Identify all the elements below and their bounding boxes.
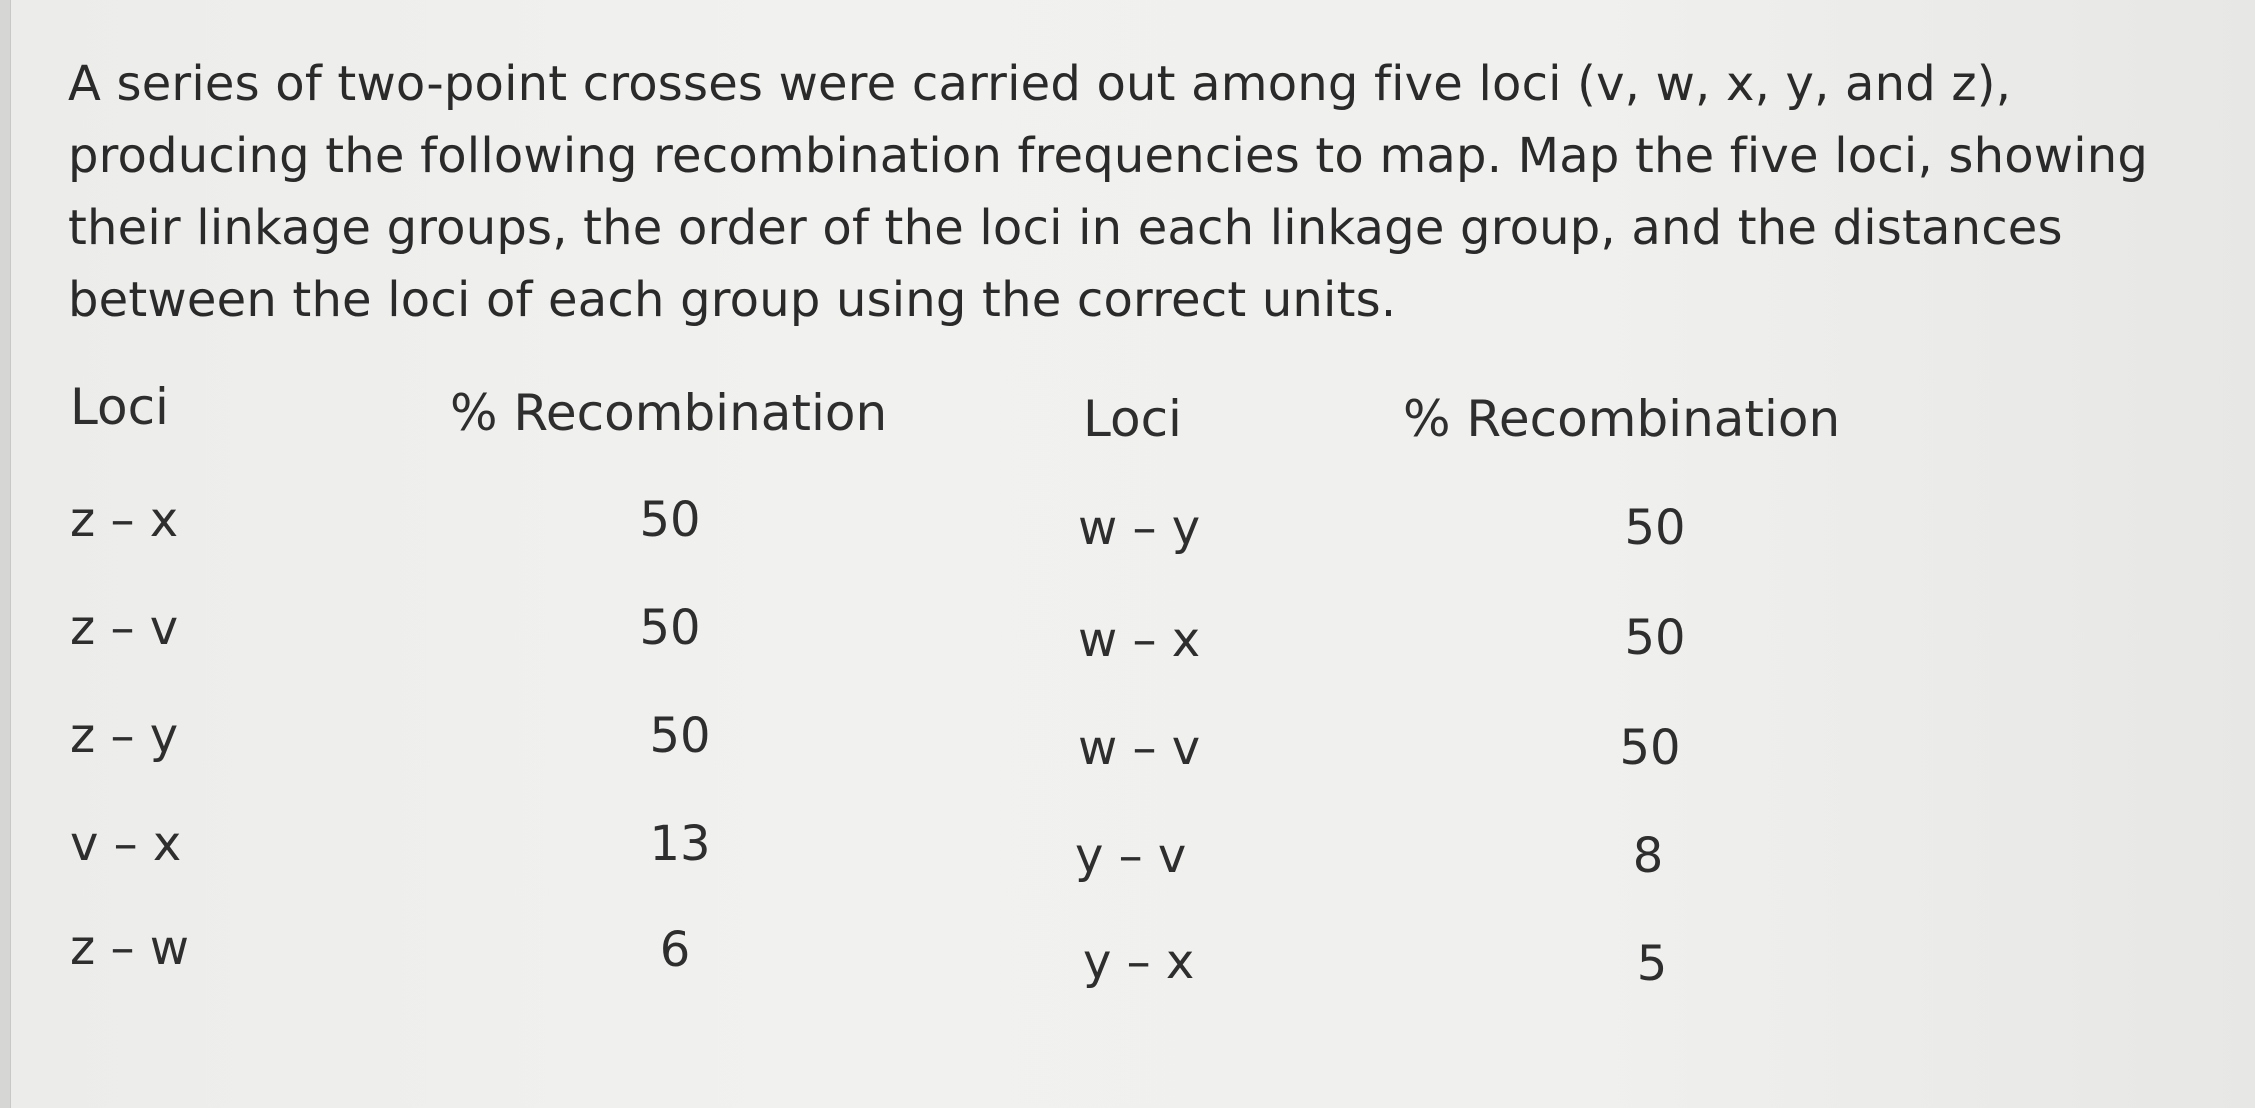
row-3-rec-2: 50 [1619, 720, 1681, 776]
row-1-loci-2: w – y [1078, 500, 1201, 556]
row-5-loci-2: y – x [1083, 934, 1195, 990]
row-5-rec-2: 5 [1636, 936, 1668, 992]
row-5-loci-1: z – w [70, 920, 189, 976]
row-4-loci-1: v – x [70, 816, 182, 872]
question-text: A series of two-point crosses were carried out among five loci (v, w, x, y, and z), producing the following recombination frequencies to map. Map the five loci, showing their linkage groups, the order of the loci in each linkage group, and the distances between the loci of each group using the correct units. [68, 56, 2149, 328]
header-recombination-1: % Recombination [450, 384, 888, 442]
row-4-loci-2: y – v [1075, 828, 1187, 884]
row-1-loci-1: z – x [70, 492, 179, 548]
header-loci-2: Loci [1083, 390, 1182, 448]
row-4-rec-2: 8 [1632, 828, 1664, 884]
row-5-rec-1: 6 [659, 922, 691, 978]
header-loci-1: Loci [70, 378, 169, 436]
row-2-loci-1: z – v [70, 600, 179, 656]
row-2-loci-2: w – x [1078, 612, 1201, 668]
row-4-rec-1: 13 [649, 816, 711, 872]
row-2-rec-1: 50 [639, 600, 701, 656]
row-1-rec-1: 50 [639, 492, 701, 548]
header-recombination-2: % Recombination [1403, 390, 1841, 448]
row-3-rec-1: 50 [649, 708, 711, 764]
row-3-loci-2: w – v [1078, 720, 1201, 776]
row-2-rec-2: 50 [1624, 610, 1686, 666]
row-1-rec-2: 50 [1624, 500, 1686, 556]
row-3-loci-1: z – y [70, 708, 179, 764]
